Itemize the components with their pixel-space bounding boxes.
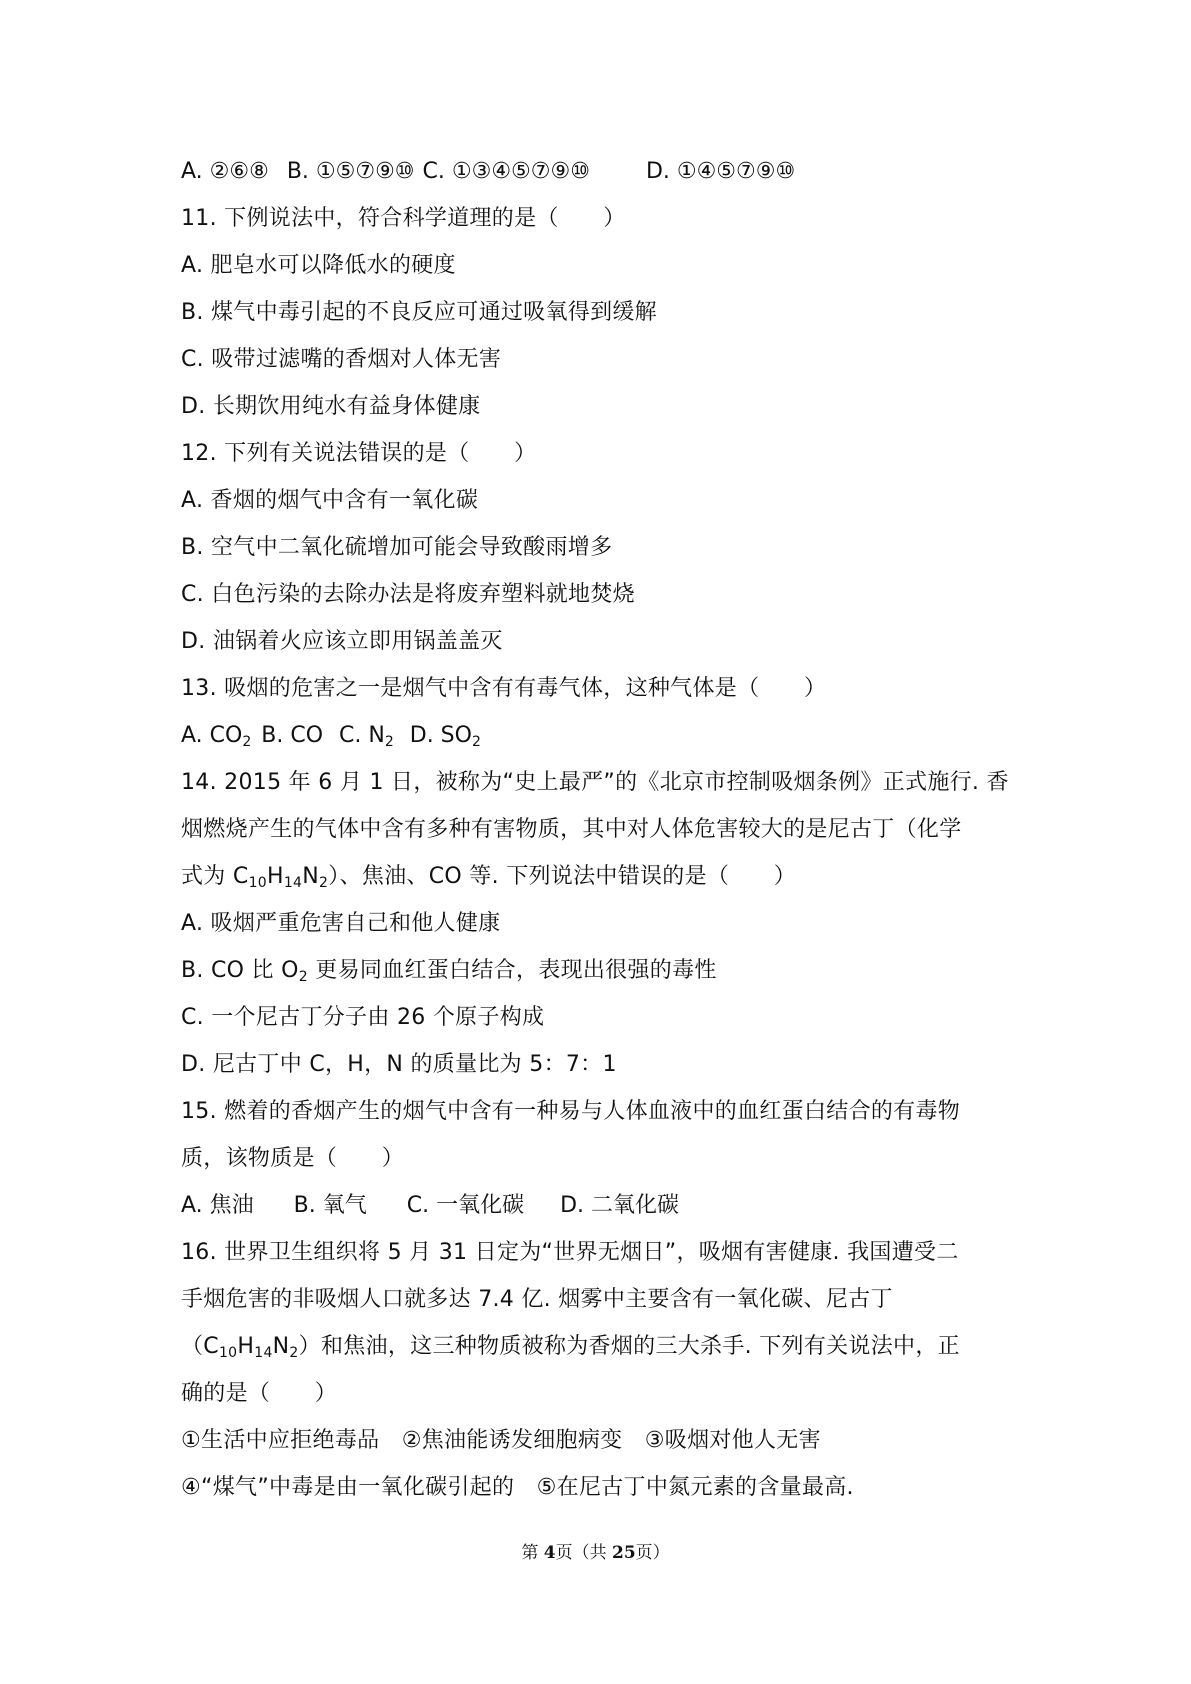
q14-option-d: D. 尼古丁中 C，H，N 的质量比为 5：7：1 xyxy=(181,1052,617,1077)
q10-option-d: D. ①④⑤⑦⑨⑩ xyxy=(645,159,796,184)
q10-options xyxy=(181,148,1021,195)
q16-items-line1: ①生活中应拒绝毒品 ②焦油能诱发细胞病变 ③吸烟对他人无害 xyxy=(181,1428,821,1453)
q11-option-d: D. 长期饮用纯水有益身体健康 xyxy=(181,394,481,419)
q13-option-c: C. $N_2$ xyxy=(339,723,394,750)
q10-option-c: C. ①③④⑤⑦⑨⑩ xyxy=(422,159,590,184)
q13-option-d: D. $SO_2$ xyxy=(409,723,481,750)
q14-option-a: A. 吸烟严重危害自己和他人健康 xyxy=(181,911,501,936)
q14-stem-line3: 式为 $C_{10}H_{14}N_2$）、焦油、CO 等. 下列说法中错误的是（ ） xyxy=(181,864,797,891)
q12-option-b: B. 空气中二氧化硫增加可能会导致酸雨增多 xyxy=(181,535,613,560)
q16-stem-line1: 16. 世界卫生组织将 5 月 31 日定为“世界无烟日”，吸烟有害健康. 我国遭受二 xyxy=(181,1240,959,1265)
page-footer xyxy=(0,1538,1191,1563)
q14-option-b: B. CO 比 $O_2$ 更易同血红蛋白结合，表现出很强的毒性 xyxy=(181,958,717,985)
q16-items-line2: ④“煤气”中毒是由一氧化碳引起的 ⑤在尼古丁中氮元素的含量最高. xyxy=(181,1475,854,1500)
footer-page-number: 4 xyxy=(543,1543,556,1563)
q15-stem-line1: 15. 燃着的香烟产生的烟气中含有一种易与人体血液中的血红蛋白结合的有毒物 xyxy=(181,1099,961,1124)
q11-option-b: B. 煤气中毒引起的不良反应可通过吸氧得到缓解 xyxy=(181,300,657,325)
q12-option-d: D. 油锅着火应该立即用锅盖盖灭 xyxy=(181,629,503,654)
q11-stem: 11. 下例说法中，符合科学道理的是（ ） xyxy=(181,206,626,231)
footer-total-pages: 25 xyxy=(611,1543,636,1563)
footer-prefix: 第 xyxy=(521,1543,544,1563)
q10-option-a: A. ②⑥⑧ xyxy=(181,159,269,184)
q15-option-a: A. 焦油 xyxy=(181,1193,254,1218)
footer-middle: 页（共 xyxy=(555,1543,612,1563)
q15-option-c: C. 一氧化碳 xyxy=(406,1193,525,1218)
q13-stem: 13. 吸烟的危害之一是烟气中含有有毒气体，这种气体是（ ） xyxy=(181,676,827,701)
q15-option-b: B. 氧气 xyxy=(293,1193,367,1218)
q11-option-a: A. 肥皂水可以降低水的硬度 xyxy=(181,253,456,278)
q14-stem-line2: 烟燃烧产生的气体中含有多种有害物质，其中对人体危害较大的是尼古丁（化学 xyxy=(181,817,962,842)
footer-suffix: 页） xyxy=(635,1543,670,1563)
q12-option-a: A. 香烟的烟气中含有一氧化碳 xyxy=(181,488,479,513)
q15-option-d: D. 二氧化碳 xyxy=(560,1193,680,1218)
q13-option-a: A. $CO_2$ xyxy=(181,723,252,750)
q14-stem-line1: 14. 2015 年 6 月 1 日，被称为“史上最严”的《北京市控制吸烟条例》正式施行. 香 xyxy=(181,770,1009,795)
q13-options xyxy=(181,712,1021,759)
question-content xyxy=(181,148,1021,1511)
q10-option-b: B. ①⑤⑦⑨⑩ xyxy=(286,159,415,184)
q16-stem-line4: 确的是（ ） xyxy=(181,1381,338,1406)
q12-stem: 12. 下列有关说法错误的是（ ） xyxy=(181,441,537,466)
q14-option-c: C. 一个尼古丁分子由 26 个原子构成 xyxy=(181,1005,545,1030)
q15-stem-line2: 质，该物质是（ ） xyxy=(181,1146,405,1171)
q13-option-b: B. CO xyxy=(261,723,324,748)
q16-stem-line3: $(C_{10}H_{14}N_2)$和焦油，这三种物质被称为香烟的三大杀手. 下列有关说法中，正 xyxy=(181,1334,960,1361)
q12-option-c: C. 白色污染的去除办法是将废弃塑料就地焚烧 xyxy=(181,582,635,607)
q11-option-c: C. 吸带过滤嘴的香烟对人体无害 xyxy=(181,347,502,372)
q16-stem-line2: 手烟危害的非吸烟人口就多达 7.4 亿. 烟雾中主要含有一氧化碳、尼古丁 xyxy=(181,1287,893,1312)
q15-options xyxy=(181,1182,1021,1229)
